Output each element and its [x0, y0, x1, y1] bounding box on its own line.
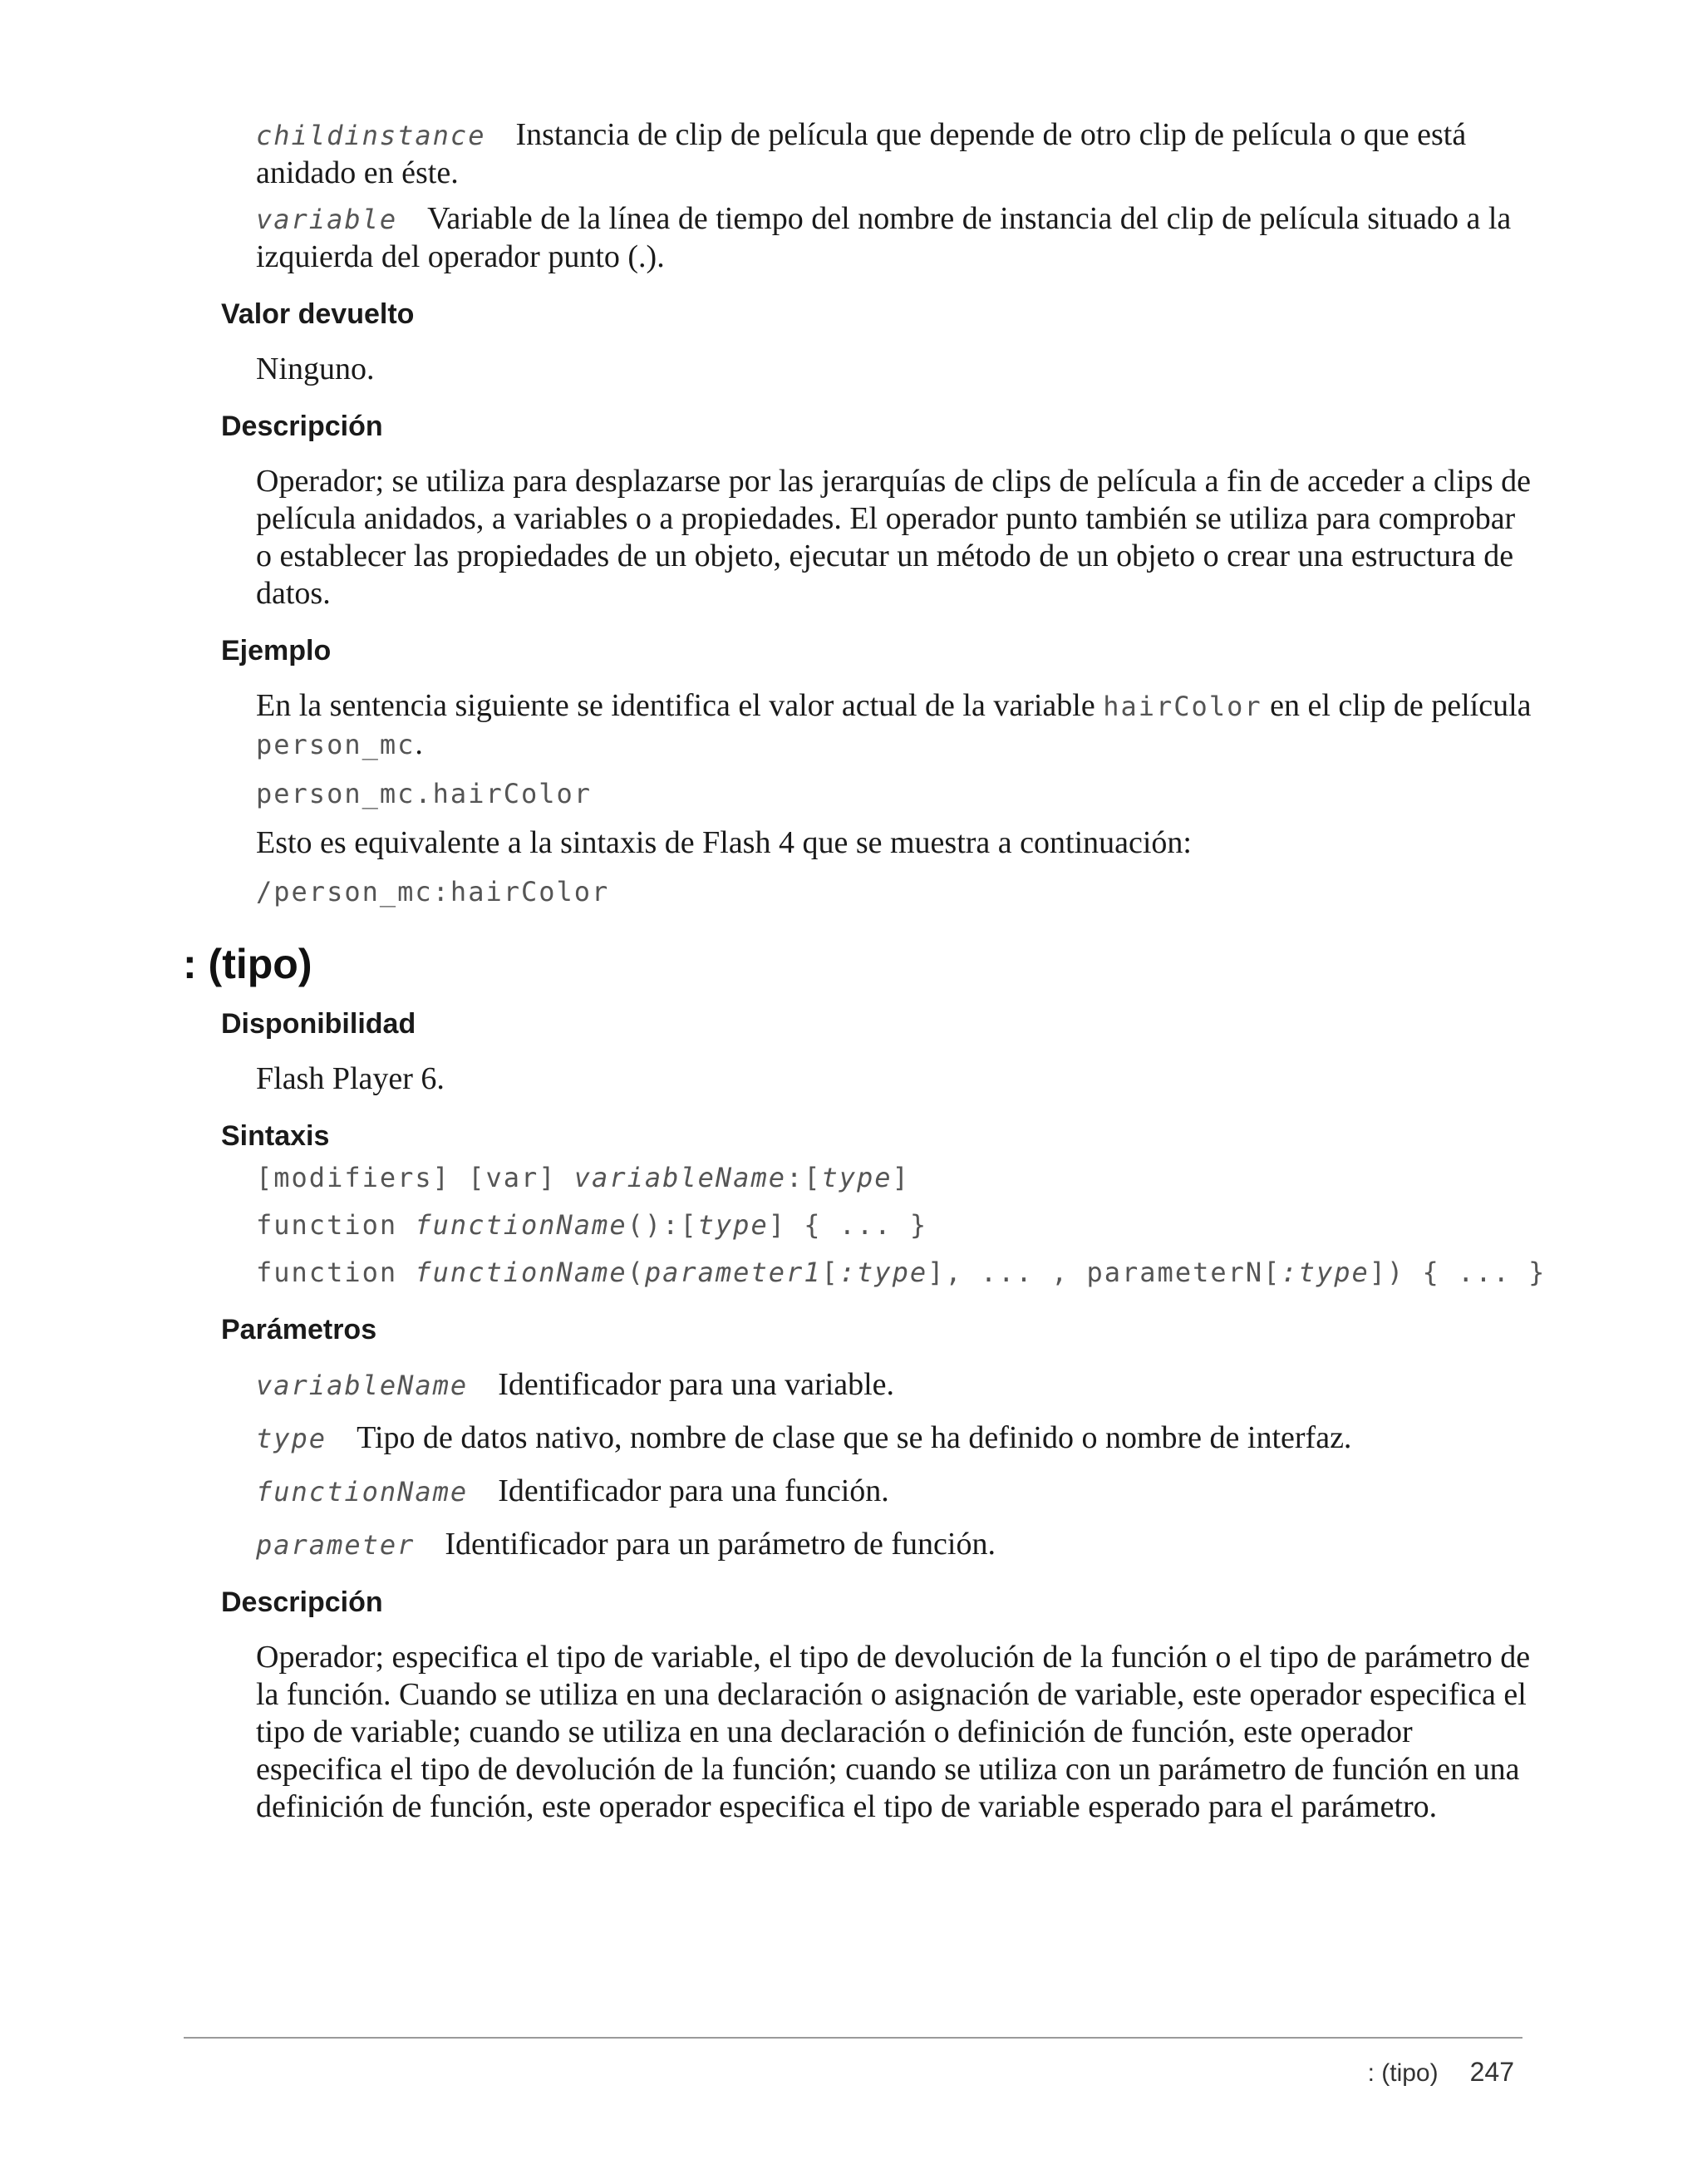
- syntax-token: :[: [785, 1162, 822, 1193]
- example-code-var: hairColor: [1103, 691, 1262, 722]
- param-term: type: [256, 1423, 327, 1454]
- description-text: Operador; se utiliza para desplazarse por las jerarquías de clips de película a fin de acceder a clips de película anidados, a variables o a propiedades. El operador punto también se utiliza para comprobar o establecer las propiedades de un objeto, ejecutar un método de un objeto o crear una estructura de datos.: [256, 464, 1532, 611]
- param-variable: [256, 200, 1532, 276]
- syntax-token: function: [256, 1209, 416, 1241]
- parameters-heading: Parámetros: [221, 1314, 377, 1345]
- availability-heading: Disponibilidad: [221, 1008, 416, 1040]
- syntax-line: [256, 1254, 1547, 1291]
- syntax-token: ]: [892, 1162, 910, 1193]
- param-childinstance: [256, 116, 1532, 192]
- param-variablename: [256, 1366, 1532, 1404]
- syntax-placeholder: parameter1: [644, 1257, 822, 1288]
- syntax-block: [256, 1159, 1547, 1291]
- syntax-token: [modifiers] [var]: [256, 1162, 574, 1193]
- syntax-heading: Sintaxis: [221, 1120, 330, 1152]
- footer-rule: [184, 2037, 1522, 2039]
- page-content: [183, 116, 1547, 1834]
- param-text: Tipo de datos nativo, nombre de clase que se ha definido o nombre de interfaz.: [357, 1420, 1352, 1455]
- example-text-middle: en el clip de película: [1262, 688, 1532, 723]
- description-heading: Descripción: [221, 411, 383, 442]
- param-term: variableName: [256, 1370, 469, 1401]
- example-heading: Ejemplo: [221, 635, 332, 667]
- syntax-placeholder: functionName: [415, 1209, 627, 1241]
- syntax-token: ]) { ... }: [1369, 1257, 1547, 1288]
- footer-section-label: : (tipo): [1367, 2059, 1439, 2087]
- syntax-token: (: [627, 1257, 645, 1288]
- syntax-token: ():[: [627, 1209, 698, 1241]
- param-term: functionName: [256, 1476, 469, 1508]
- syntax-placeholder: :type: [1281, 1257, 1370, 1288]
- page-number: 247: [1469, 2057, 1514, 2087]
- param-term: childinstance: [256, 120, 486, 151]
- type-description-text: Operador; especifica el tipo de variable, el tipo de devolución de la función o el tipo de parámetro de la función. Cuando se utiliza en una declaración o asignación de variable, este operador especifica el tipo de variable; cuando se utiliza en una declaración o definición de función, este operador especifica el tipo de devolución de la función; cuando se utiliza con un parámetro de función en una definición de función, este operador especifica el tipo de variable esperado para el parámetro.: [256, 1640, 1531, 1824]
- example-code-mc: person_mc: [256, 729, 416, 760]
- syntax-token: [: [821, 1257, 839, 1288]
- syntax-token: function: [256, 1257, 416, 1288]
- page-footer: [1368, 2057, 1514, 2088]
- syntax-placeholder: type: [697, 1209, 769, 1241]
- param-parameter: [256, 1526, 1532, 1564]
- param-text: Identificador para una variable.: [498, 1367, 895, 1402]
- syntax-placeholder: functionName: [415, 1257, 627, 1288]
- param-text: Variable de la línea de tiempo del nombre de instancia del clip de película situado a la izquierda del operador punto (.).: [256, 201, 1512, 274]
- example-text-before: En la sentencia siguiente se identifica el valor actual de la variable: [256, 688, 1104, 723]
- syntax-token: ], ... , parameterN[: [927, 1257, 1281, 1288]
- syntax-placeholder: :type: [839, 1257, 928, 1288]
- section-title: : (tipo): [183, 941, 312, 987]
- param-text: Identificador para un parámetro de función.: [445, 1527, 996, 1562]
- param-text: Identificador para una función.: [498, 1473, 889, 1508]
- return-text: Ninguno.: [256, 352, 375, 386]
- availability-text: Flash Player 6.: [256, 1061, 445, 1096]
- syntax-placeholder: type: [821, 1162, 893, 1193]
- syntax-line: [256, 1207, 1532, 1244]
- param-term: parameter: [256, 1529, 416, 1561]
- param-term: variable: [256, 204, 398, 235]
- syntax-placeholder: variableName: [573, 1162, 786, 1193]
- param-functionname: [256, 1473, 1532, 1511]
- example-text: [256, 687, 1532, 764]
- example-text-end: .: [415, 726, 423, 761]
- return-heading: Valor devuelto: [221, 298, 415, 330]
- example-code-line: person_mc.hairColor: [256, 778, 593, 809]
- param-type: [256, 1419, 1532, 1458]
- equivalent-text: Esto es equivalente a la sintaxis de Flash 4 que se muestra a continuación:: [256, 825, 1192, 860]
- param-text: Instancia de clip de película que depende de otro clip de película o que está anidado en éste.: [256, 117, 1467, 190]
- equivalent-code: /person_mc:hairColor: [256, 876, 610, 908]
- type-description-heading: Descripción: [221, 1586, 383, 1618]
- syntax-token: ] { ... }: [768, 1209, 928, 1241]
- syntax-line: [256, 1159, 1532, 1197]
